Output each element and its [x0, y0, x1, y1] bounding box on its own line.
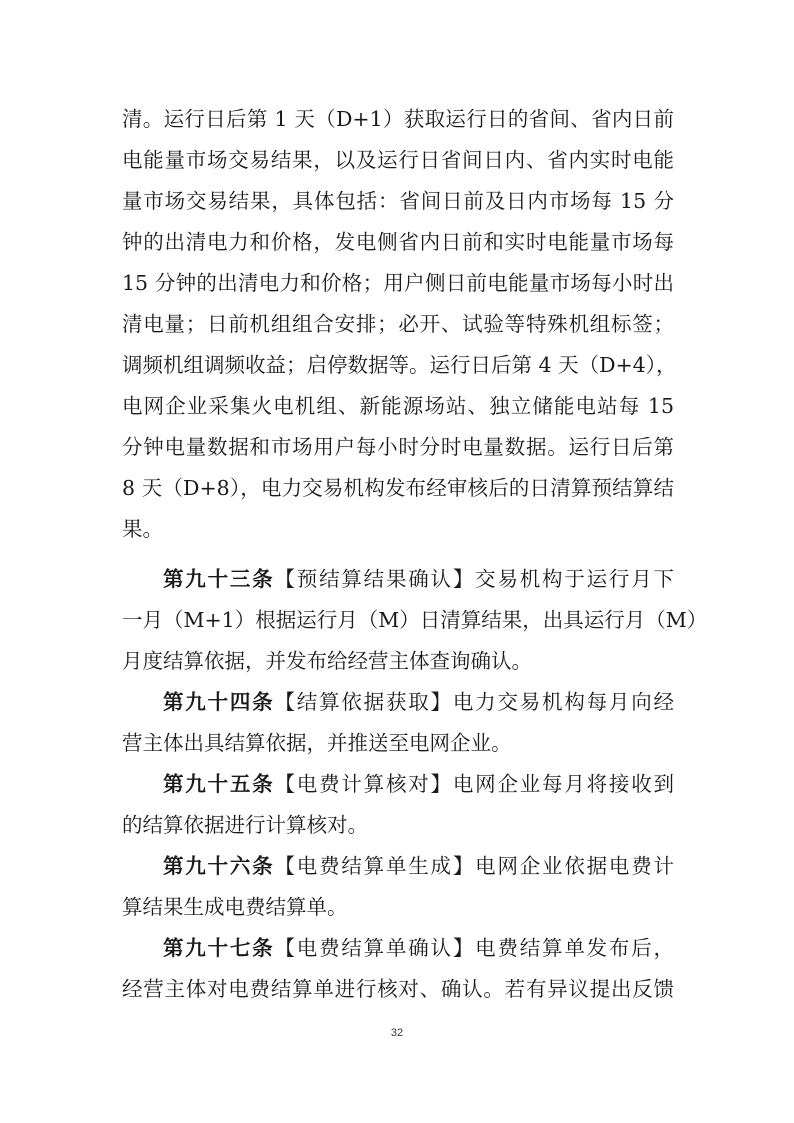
- body-line: 清电量；日前机组组合安排；必开、试验等特殊机组标签；: [122, 312, 674, 336]
- article-94-heading: 第九十四条: [163, 690, 275, 714]
- article-93-text: 【预结算结果确认】交易机构于运行月下: [274, 567, 675, 591]
- article-97-first-line: [163, 930, 674, 966]
- body-line: 8 天（D+8），电力交易机构发布经审核后的日清算预结算结: [122, 476, 674, 500]
- body-line: 的结算依据进行计算核对。: [122, 813, 368, 837]
- article-95-heading: 第九十五条: [163, 772, 275, 796]
- body-line: 分钟电量数据和市场用户每小时分时电量数据。运行日后第: [122, 435, 674, 459]
- body-line: 电能量市场交易结果，以及运行日省间日内、省内实时电能: [122, 148, 674, 172]
- body-line: 钟的出清电力和价格，发电侧省内日前和实时电能量市场每: [122, 230, 674, 254]
- body-line: 经营主体对电费结算单进行核对、确认。若有异议提出反馈: [122, 977, 674, 1001]
- body-line: 清。运行日后第 1 天（D+1）获取运行日的省间、省内日前: [122, 107, 674, 131]
- article-93-heading: 第九十三条: [163, 567, 275, 591]
- article-95-text: 【电费计算核对】电网企业每月将接收到: [274, 772, 675, 796]
- article-96-heading: 第九十六条: [163, 854, 275, 878]
- article-93-first-line: [163, 561, 674, 597]
- body-line: 营主体出具结算依据，并推送至电网企业。: [122, 731, 512, 755]
- body-line: 15 分钟的出清电力和价格；用户侧日前电能量市场每小时出: [122, 271, 674, 295]
- body-line: 调频机组调频收益；启停数据等。运行日后第 4 天（D+4），: [122, 353, 677, 377]
- article-94-text: 【结算依据获取】电力交易机构每月向经: [274, 690, 675, 714]
- body-line: 一月（M+1）根据运行月（M）日清算结果，出具运行月（M）: [122, 608, 708, 632]
- article-95-first-line: [163, 766, 674, 802]
- body-line: 量市场交易结果，具体包括：省间日前及日内市场每 15 分: [122, 189, 674, 213]
- body-line: 电网企业采集火电机组、新能源场站、独立储能电站每 15: [122, 394, 674, 418]
- body-line: 月度结算依据，并发布给经营主体查询确认。: [122, 649, 532, 673]
- article-94-first-line: [163, 684, 674, 720]
- article-97-heading: 第九十七条: [163, 936, 275, 960]
- body-line: 算结果生成电费结算单。: [122, 895, 348, 919]
- body-line: 果。: [122, 517, 163, 541]
- article-96-first-line: [163, 848, 674, 884]
- page-number: 32: [390, 1027, 404, 1039]
- article-96-text: 【电费结算单生成】电网企业依据电费计: [274, 854, 675, 878]
- article-97-text: 【电费结算单确认】电费结算单发布后，: [274, 936, 675, 960]
